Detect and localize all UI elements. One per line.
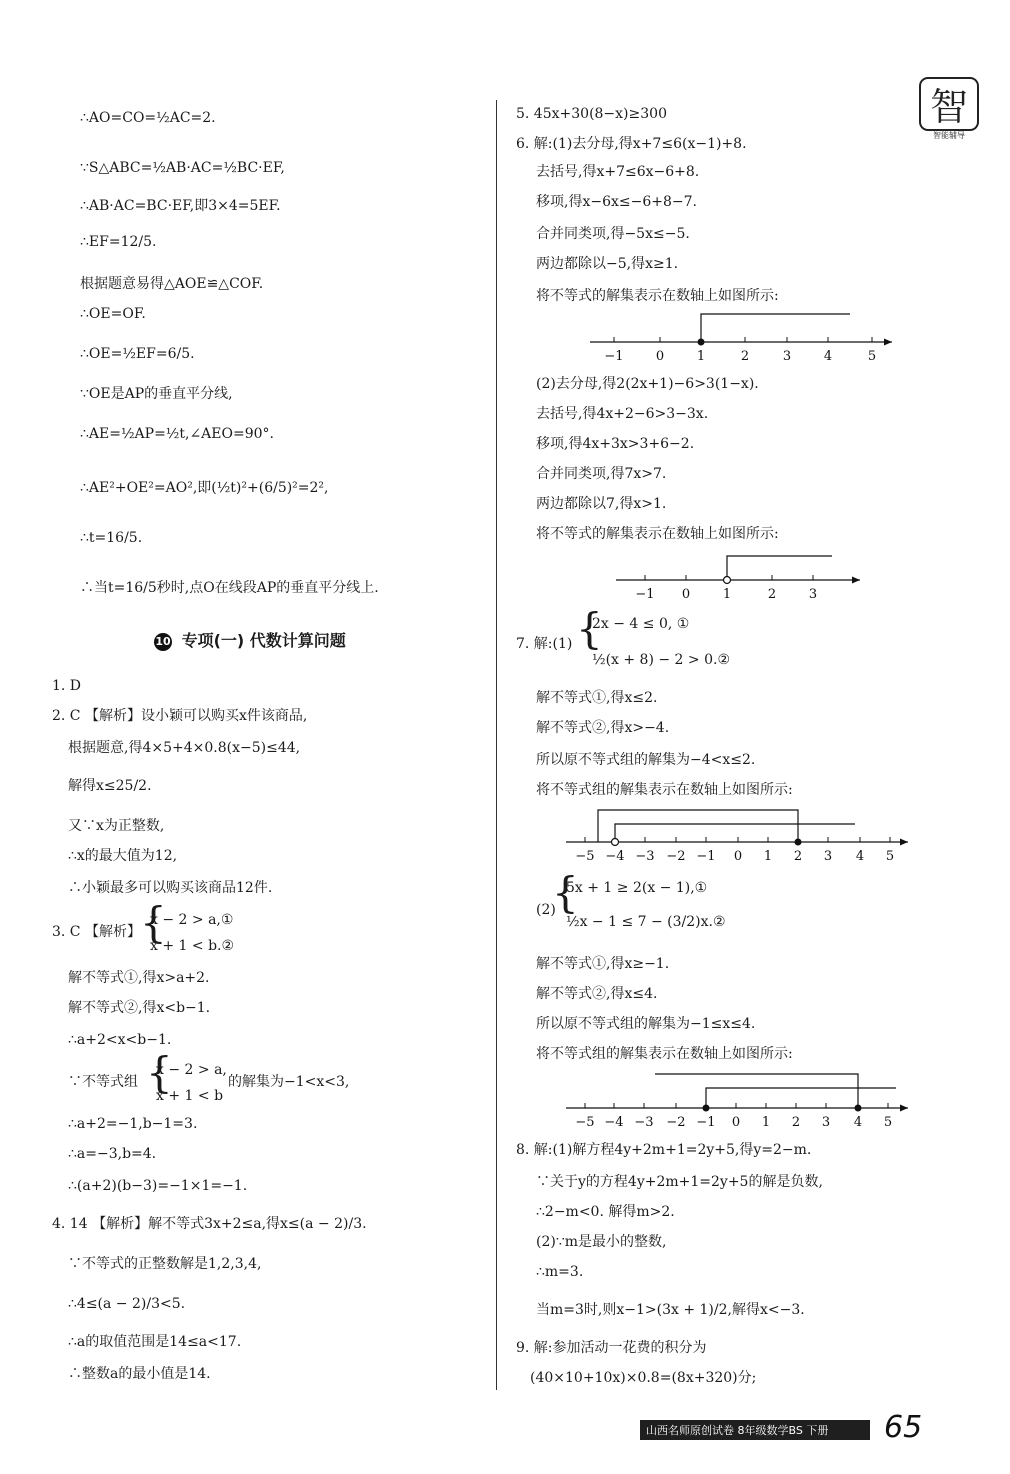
brace-icon: { bbox=[552, 868, 579, 917]
tick-label: −1 bbox=[635, 587, 655, 602]
text-line: 将不等式的解集表示在数轴上如图所示: bbox=[536, 526, 779, 542]
tick-label: −1 bbox=[696, 849, 716, 864]
tick-label: −3 bbox=[635, 849, 655, 864]
section-title: 专项(一) 代数计算问题 bbox=[181, 631, 346, 650]
tick-label: 3 bbox=[808, 587, 818, 602]
tick-label: 3 bbox=[821, 1115, 831, 1130]
text-line: ∴当t=16/5秒时,点O在线段AP的垂直平分线上. bbox=[80, 580, 379, 596]
text-line: 去括号,得x+7≤6x−6+8. bbox=[536, 164, 700, 180]
text-line: ∵S△ABC=½AB·AC=½BC·EF, bbox=[80, 160, 285, 176]
text-line: 解得x≤25/2. bbox=[68, 778, 152, 794]
text-line: 两边都除以7,得x>1. bbox=[536, 496, 667, 512]
tick-label: 3 bbox=[823, 849, 833, 864]
tick-label: 4 bbox=[855, 849, 865, 864]
text-line: 3. C 【解析】 bbox=[52, 924, 141, 940]
tick-label: −5 bbox=[575, 849, 595, 864]
solution-set-2 bbox=[724, 556, 833, 584]
text-line: ∴小颖最多可以购买该商品12件. bbox=[68, 880, 273, 896]
text-line: ∴OE=OF. bbox=[80, 306, 146, 322]
text-line: 7. 解:(1) bbox=[516, 636, 573, 652]
text-line: ∴2−m<0. 解得m>2. bbox=[536, 1204, 675, 1220]
text-line: 8. 解:(1)解方程4y+2m+1=2y+5,得y=2−m. bbox=[516, 1142, 812, 1158]
text-line: 所以原不等式组的解集为−1≤x≤4. bbox=[536, 1016, 756, 1032]
tick-label: 2 bbox=[791, 1115, 801, 1130]
text-line: ∴a+2=−1,b−1=3. bbox=[68, 1116, 198, 1132]
text-line: 将不等式组的解集表示在数轴上如图所示: bbox=[536, 782, 793, 798]
text-line: ∴AE=½AP=½t,∠AEO=90°. bbox=[80, 426, 274, 442]
text-line: 6. 解:(1)去分母,得x+7≤6(x−1)+8. bbox=[516, 136, 747, 152]
tick-label: 0 bbox=[681, 587, 691, 602]
arrow-icon bbox=[900, 1105, 908, 1112]
tick-label: −2 bbox=[666, 1115, 686, 1130]
logo-char: 智 bbox=[929, 85, 969, 129]
text-line: 2. C 【解析】设小颖可以购买x件该商品, bbox=[52, 708, 308, 724]
text-line: ∴(a+2)(b−3)=−1×1=−1. bbox=[68, 1178, 248, 1194]
brace-icon: { bbox=[146, 1048, 173, 1097]
text-line: ∴AB·AC=BC·EF,即3×4=5EF. bbox=[80, 198, 281, 214]
text-line: 9. 解:参加活动一花费的积分为 bbox=[516, 1340, 707, 1356]
tick-label: −4 bbox=[604, 1115, 624, 1130]
text-line: 解不等式①,得x≥−1. bbox=[536, 956, 670, 972]
tick-label: 3 bbox=[782, 349, 792, 364]
arrow-icon bbox=[852, 577, 860, 584]
text-line: 合并同类项,得7x>7. bbox=[536, 466, 667, 482]
brace-icon: { bbox=[140, 898, 167, 947]
text-line: 所以原不等式组的解集为−4<x≤2. bbox=[536, 752, 756, 768]
text-line: 两边都除以−5,得x≥1. bbox=[536, 256, 679, 272]
text-line: x + 1 < b.② bbox=[150, 938, 235, 954]
text-line: ∵不等式组 bbox=[68, 1074, 138, 1090]
text-line: (2)去分母,得2(2x+1)−6>3(1−x). bbox=[536, 376, 759, 392]
tick-label: −4 bbox=[605, 849, 625, 864]
text-line: (40×10+10x)×0.8=(8x+320)分; bbox=[530, 1370, 757, 1386]
tick-label: 4 bbox=[853, 1115, 863, 1130]
text-line: 合并同类项,得−5x≤−5. bbox=[536, 226, 690, 242]
tick-label: 4 bbox=[823, 349, 833, 364]
text-line: x − 2 > a,① bbox=[150, 912, 234, 928]
footer-title: 山西名师原创试卷 8年级数学BS 下册 bbox=[646, 1424, 829, 1437]
text-line: 当m=3时,则x−1>(3x + 1)/2,解得x<−3. bbox=[536, 1302, 805, 1318]
text-line: 解不等式②,得x<b−1. bbox=[68, 1000, 211, 1016]
text-line: ∴x的最大值为12, bbox=[68, 848, 178, 864]
page-number: 65 bbox=[884, 1410, 923, 1445]
tick-label: 0 bbox=[655, 349, 665, 364]
text-line: ½x − 1 ≤ 7 − (3/2)x.② bbox=[566, 914, 726, 930]
tick-label: −5 bbox=[575, 1115, 595, 1130]
text-line: ∴4≤(a − 2)/3<5. bbox=[68, 1296, 186, 1312]
text-line: ∵不等式的正整数解是1,2,3,4, bbox=[68, 1256, 262, 1272]
text-line: 根据题意,得4×5+4×0.8(x−5)≤44, bbox=[68, 740, 301, 756]
text-line: 解不等式②,得x≤4. bbox=[536, 986, 658, 1002]
text-line: ∴t=16/5. bbox=[80, 530, 143, 546]
section-number: 10 bbox=[154, 633, 172, 651]
number-line bbox=[616, 575, 860, 602]
tick-label: 5 bbox=[883, 1115, 893, 1130]
text-line: ∵关于y的方程4y+2m+1=2y+5的解是负数, bbox=[536, 1174, 823, 1190]
arrow-icon bbox=[900, 839, 908, 846]
text-line: 2x − 4 ≤ 0, ① bbox=[592, 616, 690, 632]
tick-label: 1 bbox=[722, 587, 732, 602]
text-line: 解不等式①,得x≤2. bbox=[536, 690, 658, 706]
text-line: ∴EF=12/5. bbox=[80, 234, 157, 250]
text-line: ∴OE=½EF=6/5. bbox=[80, 346, 195, 362]
text-line: 根据题意易得△AOE≌△COF. bbox=[80, 276, 264, 292]
brace-icon: { bbox=[576, 604, 603, 653]
text-line: 移项,得x−6x≤−6+8−7. bbox=[536, 194, 697, 210]
tick-label: −2 bbox=[666, 849, 686, 864]
tick-label: 2 bbox=[740, 349, 750, 364]
tick-label: −3 bbox=[634, 1115, 654, 1130]
tick-label: 2 bbox=[767, 587, 777, 602]
text-line: 移项,得4x+3x>3+6−2. bbox=[536, 436, 695, 452]
tick-label: 5 bbox=[867, 349, 877, 364]
text-line: ∴m=3. bbox=[536, 1264, 584, 1280]
arrow-icon bbox=[884, 339, 892, 346]
text-line: x − 2 > a, bbox=[156, 1062, 227, 1078]
text-line: 解不等式①,得x>a+2. bbox=[68, 970, 210, 986]
text-line: x + 1 < b bbox=[156, 1088, 224, 1104]
tick-label: 2 bbox=[793, 849, 803, 864]
text-line: 1. D bbox=[52, 678, 82, 694]
text-line: 将不等式组的解集表示在数轴上如图所示: bbox=[536, 1046, 793, 1062]
tick-label: 1 bbox=[761, 1115, 771, 1130]
brand-logo bbox=[918, 76, 980, 138]
number-line bbox=[590, 337, 892, 364]
logo-caption: 智能辅导 bbox=[933, 131, 965, 140]
text-line: 4. 14 【解析】解不等式3x+2≤a,得x≤(a − 2)/3. bbox=[52, 1216, 367, 1232]
text-line: 解不等式②,得x>−4. bbox=[536, 720, 670, 736]
text-line: 5. 45x+30(8−x)≥300 bbox=[516, 106, 667, 122]
page-footer bbox=[640, 1410, 940, 1445]
text-line: ∴a的取值范围是14≤a<17. bbox=[68, 1334, 242, 1350]
text-line: ∵OE是AP的垂直平分线, bbox=[80, 386, 233, 402]
solution-set-3 bbox=[598, 810, 855, 846]
tick-label: 0 bbox=[731, 1115, 741, 1130]
solution-set-1 bbox=[698, 314, 851, 346]
text-line: (2) bbox=[536, 902, 556, 918]
text-line: ½(x + 8) − 2 > 0.② bbox=[592, 652, 731, 668]
tick-label: 5 bbox=[885, 849, 895, 864]
tick-label: 1 bbox=[763, 849, 773, 864]
text-line: 去括号,得4x+2−6>3−3x. bbox=[536, 406, 709, 422]
text-line: ∴a=−3,b=4. bbox=[68, 1146, 157, 1162]
text-line: ∴AO=CO=½AC=2. bbox=[80, 110, 216, 126]
text-line: 将不等式的解集表示在数轴上如图所示: bbox=[536, 288, 779, 304]
text-line: ∴a+2<x<b−1. bbox=[68, 1032, 172, 1048]
tick-label: 1 bbox=[696, 349, 706, 364]
text-line: ∴整数a的最小值是14. bbox=[68, 1366, 211, 1382]
tick-label: −1 bbox=[696, 1115, 716, 1130]
text-line: ∴AE²+OE²=AO²,即(½t)²+(6/5)²=2², bbox=[80, 480, 329, 496]
tick-label: 0 bbox=[733, 849, 743, 864]
text-line: 5x + 1 ≥ 2(x − 1),① bbox=[566, 880, 708, 896]
text-line: 的解集为−1<x<3, bbox=[228, 1074, 350, 1090]
text-line: 又∵x为正整数, bbox=[68, 818, 165, 834]
tick-label: −1 bbox=[604, 349, 624, 364]
solution-set-4 bbox=[655, 1074, 896, 1112]
text-line: (2)∵m是最小的整数, bbox=[536, 1234, 667, 1250]
